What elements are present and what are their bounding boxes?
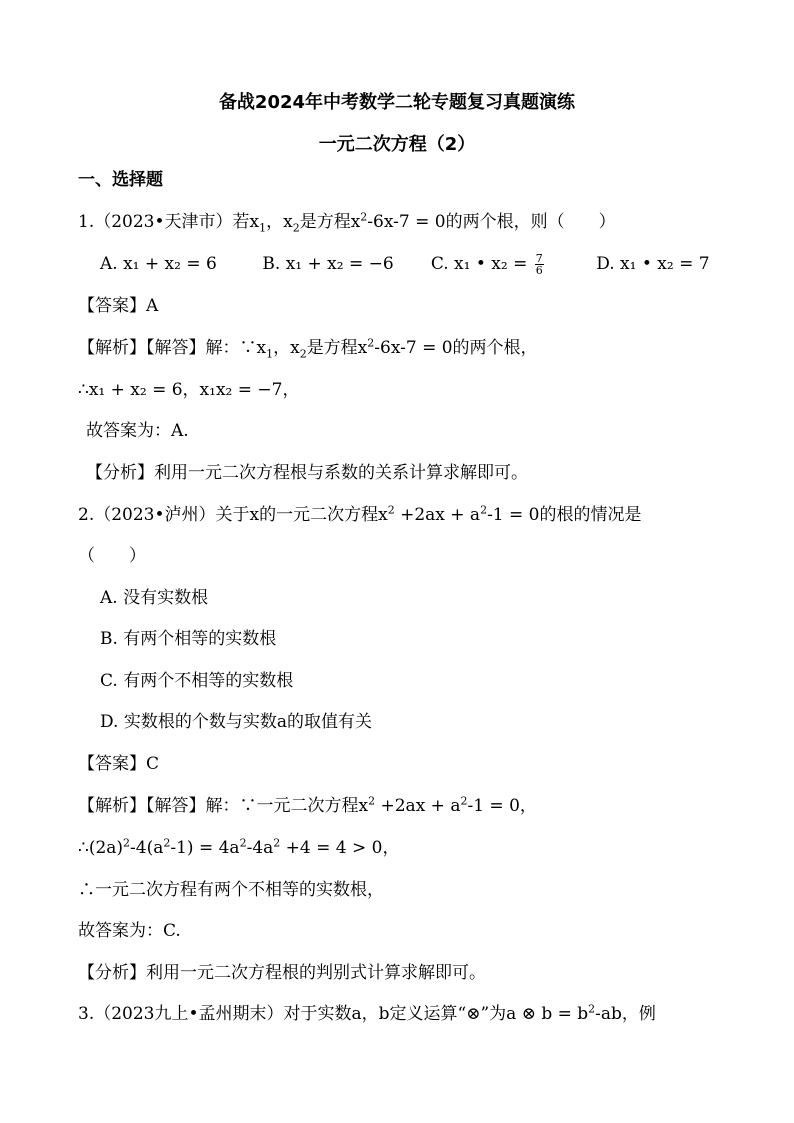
q1-option-d[interactable]: D. x₁ • x₂ = 7 [596,254,710,274]
q2-conclusion: 故答案为：C. [78,921,181,941]
q2-analysis: 【解析】【解答】解：∵一元二次方程$x^2 +2ax + a^2-1 = 0$， [78,794,537,816]
q2-paren: （ ） [78,546,146,566]
q2-discriminant: $\therefore(2a)^2-4(a^2-1) = 4a^2-4a^2 +4 = 4 > 0$， [78,836,400,858]
q2-stem: 2.（2023•泸州）关于x的一元二次方程$x^2 +2ax + a^2-1 = 0$的根的情况是 [78,503,642,525]
page-subtitle: 一元二次方程（2） [318,134,476,155]
q1-analysis: 【解析】【解答】解：$\because x_1$，$x_2$是方程$x^2-6x-7 = 0$的两个根， [78,336,538,361]
q1-option-a[interactable]: A. x₁ + x₂ = 6 [100,254,217,274]
q1-step: ∴x₁ + x₂ = 6，x₁x₂ = −7， [78,380,300,400]
q2-option-a[interactable]: A. 没有实数根 [100,588,209,608]
q2-option-b[interactable]: B. 有两个相等的实数根 [100,629,277,649]
fraction: $\frac{7}{6}$ [535,252,543,277]
section-heading: 一、选择题 [78,170,163,190]
q3-stem: 3.（2023九上•孟州期末）对于实数a，b定义运算“⊗”为a ⊗ $b = b^2-ab$，例 [78,1002,656,1024]
q2-note: 【分析】利用一元二次方程根的判别式计算求解即可。 [78,963,486,983]
q1-conclusion: 故答案为：A. [86,421,189,441]
q2-answer: 【答案】C [78,754,160,774]
q1-option-b[interactable]: B. x₁ + x₂ = −6 [262,254,394,274]
q2-result: ∴一元二次方程有两个不相等的实数根， [78,880,384,900]
q1-option-c[interactable]: C. x₁ • x₂ = $\frac{7}{6}$ [430,252,543,277]
q2-option-d[interactable]: D. 实数根的个数与实数a的取值有关 [100,712,372,732]
page-title: 备战2024年中考数学二轮专题复习真题演练 [218,92,576,113]
q1-options [100,253,710,276]
q1-stem: 1.（2023•天津市）若$x_1$，$x_2$是方程$x^2-6x-7 = 0$的两个根，则（ ） [78,210,616,235]
q2-option-c[interactable]: C. 有两个不相等的实数根 [100,671,294,691]
q1-answer: 【答案】A [78,296,159,316]
q1-note: 【分析】利用一元二次方程根与系数的关系计算求解即可。 [86,463,528,483]
